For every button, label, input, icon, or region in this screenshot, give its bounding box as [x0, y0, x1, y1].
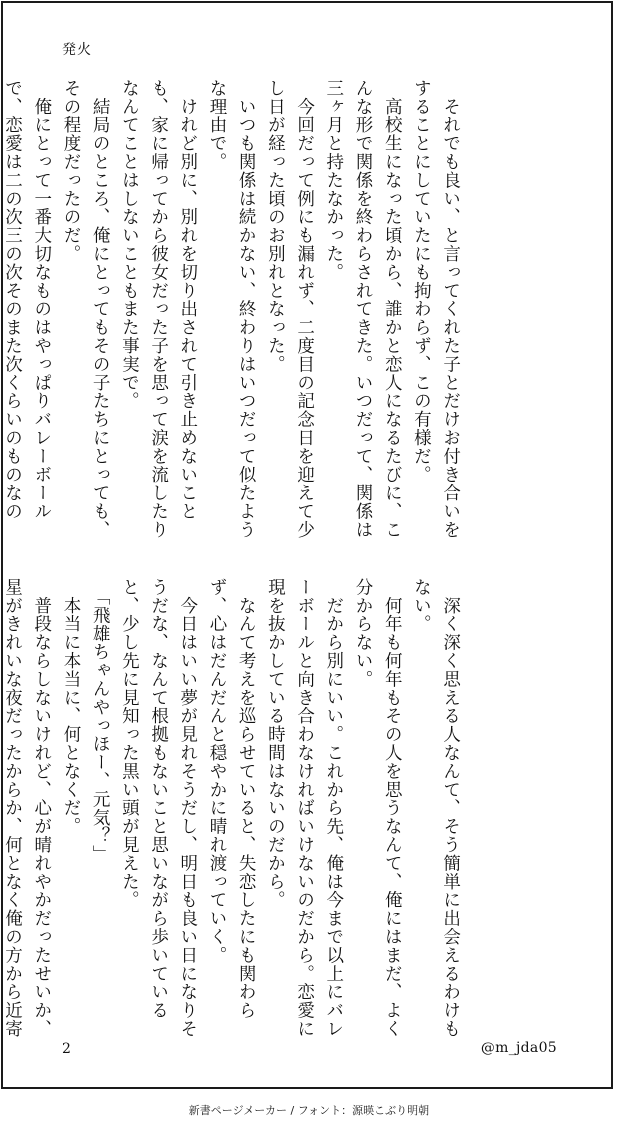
- lower-text-block: [0, 578, 523, 1038]
- paragraph: 高校生になった頃から、誰かと恋人になるたびに、こんな形で関係を終わらされてきた。いつだって、関係は三ヶ月と持たなかった。: [323, 79, 403, 539]
- page-number: 2: [62, 1041, 71, 1057]
- paragraph: 普段ならしないけれど、心が晴れやかだったせいか、星がきれいな夜だったからか、何となく俺の方から近寄: [2, 578, 52, 1038]
- paragraph: 何年も何年もその人を思うなんて、俺にはまだ、よく分からない。: [352, 578, 403, 1038]
- author-handle: @m_jda05: [480, 1040, 557, 1056]
- paragraph: だから別にいい。これから先、俺は今まで以上にバレーボールと向き合わなければいけないのだから。恋愛に現を抜かしている時間はないのだから。: [265, 578, 344, 1038]
- paragraph: 「飛雄ちゃんやっほー、元気？」: [90, 578, 111, 864]
- paragraph: 俺にとって一番大切なものはやっぱりバレーボールで、恋愛は二の次三の次そのまた次くらいのものなの: [2, 79, 52, 521]
- paragraph: 結局のところ、俺にとってもその子たちにとっても、その程度だったのだ。: [60, 79, 111, 539]
- paragraph: 深く深く思える人なんて、そう簡単に出会えるわけもない。: [411, 578, 461, 1038]
- paragraph: けれど別に、別れを切り出されて引き止めないことも、家に帰ってから彼女だった子を思って涙を流したりなんてことはしないこともまた事実で。: [119, 79, 198, 539]
- upper-text-block: [0, 79, 523, 541]
- paragraph: それでも良い、と言ってくれた子とだけお付き合いをすることにしていたにも拘わらず、この有様だ。: [411, 79, 461, 539]
- running-head-title: 発火: [62, 42, 92, 58]
- book-page: [1, 1, 613, 1089]
- paragraph: 今回だって例にも漏れず、二度目の記念日を迎えて少し日が経った頃のお別れとなった。: [265, 79, 315, 539]
- paragraph: 本当に本当に、何となくだ。: [60, 578, 81, 836]
- paragraph: いつも関係は続かない、終わりはいつだって似たような理由で。: [206, 79, 257, 539]
- paragraph: 今日はいい夢が見れそうだし、明日も良い日になりそうだな、なんて根拠もないこと思いながら歩いていると、少し先に見知った黒い頭が見えた。: [119, 578, 198, 1038]
- tool-credit: 新書ページメーカー / フォント：源暎こぶり明朝: [188, 1104, 430, 1117]
- paragraph: なんて考えを巡らせていると、失恋したにも関わらず、心はだんだんと穏やかに晴れ渡っていく。: [206, 578, 257, 1020]
